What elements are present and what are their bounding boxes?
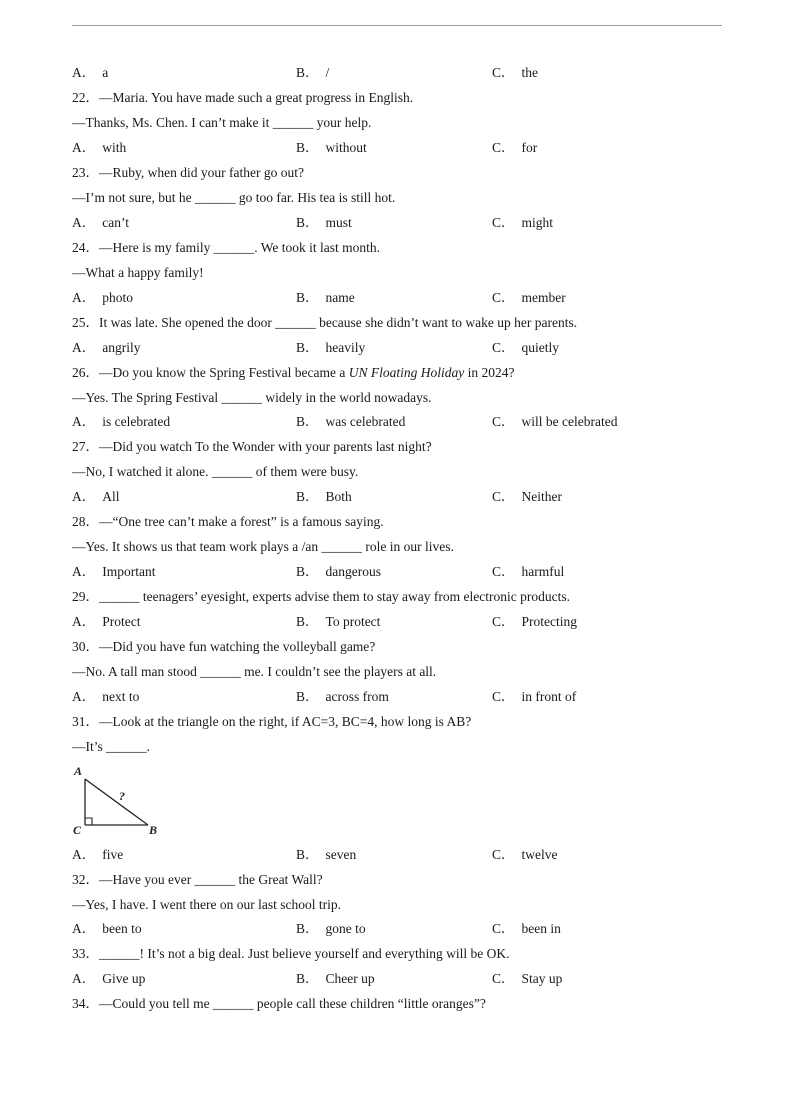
q33-option-b[interactable]: B． Cheer up xyxy=(296,971,375,986)
q28-prompt: 28．—“One tree can’t make a forest” is a famous saying. xyxy=(72,514,384,529)
q23-response: —I’m not sure, but he ______ go too far. His tea is still hot. xyxy=(72,190,396,205)
q26-option-a[interactable]: A． is celebrated xyxy=(72,414,171,429)
q22-response: —Thanks, Ms. Chen. I can’t make it ______ your help. xyxy=(72,115,372,130)
q28-option-c[interactable]: C． harmful xyxy=(492,564,565,579)
q31-option-c[interactable]: C． twelve xyxy=(492,847,558,862)
q32-option-b[interactable]: B． gone to xyxy=(296,921,366,936)
q24-option-c[interactable]: C． member xyxy=(492,290,566,305)
q34-prompt: 34．—Could you tell me ______ people call these children “little oranges”? xyxy=(72,996,486,1011)
q29-option-b[interactable]: B． To protect xyxy=(296,614,381,629)
q30-response: —No. A tall man stood ______ me. I couldn’t see the players at all. xyxy=(72,664,437,679)
header-rule xyxy=(72,25,722,26)
q21-option-c[interactable]: C． the xyxy=(492,65,539,80)
q25-option-a[interactable]: A． angrily xyxy=(72,340,141,355)
q33-option-a[interactable]: A． Give up xyxy=(72,971,146,986)
q28-option-b[interactable]: B． dangerous xyxy=(296,564,381,579)
unknown-side-label: ? xyxy=(119,789,125,803)
q31-option-b[interactable]: B． seven xyxy=(296,847,357,862)
q22-option-a[interactable]: A． with xyxy=(72,140,127,155)
q33-prompt: 33．______! It’s not a big deal. Just believe yourself and everything will be OK. xyxy=(72,946,510,961)
vertex-c-label: C xyxy=(73,823,82,837)
q25-option-b[interactable]: B． heavily xyxy=(296,340,366,355)
q32-option-a[interactable]: A． been to xyxy=(72,921,142,936)
q30-option-a[interactable]: A． next to xyxy=(72,689,140,704)
q26-prompt: 26．—Do you know the Spring Festival became a UN Floating Holiday in 2024? xyxy=(72,365,515,380)
q29-option-a[interactable]: A． Protect xyxy=(72,614,141,629)
q24-response: —What a happy family! xyxy=(72,265,204,280)
q27-option-b[interactable]: B． Both xyxy=(296,489,352,504)
q23-option-b[interactable]: B． must xyxy=(296,215,352,230)
q22-option-b[interactable]: B． without xyxy=(296,140,367,155)
q21-option-b[interactable]: B． / xyxy=(296,65,330,80)
q26-response: —Yes. The Spring Festival ______ widely in the world nowadays. xyxy=(72,390,432,405)
q22-option-c[interactable]: C． for xyxy=(492,140,538,155)
q24-option-a[interactable]: A． photo xyxy=(72,290,134,305)
q23-option-a[interactable]: A． can’t xyxy=(72,215,129,230)
q27-option-c[interactable]: C． Neither xyxy=(492,489,562,504)
q28-option-a[interactable]: A． Important xyxy=(72,564,156,579)
q26-option-b[interactable]: B． was celebrated xyxy=(296,414,406,429)
q32-option-c[interactable]: C． been in xyxy=(492,921,561,936)
right-angle-mark xyxy=(85,818,92,825)
q23-option-c[interactable]: C． might xyxy=(492,215,554,230)
q33-option-c[interactable]: C． Stay up xyxy=(492,971,563,986)
q32-prompt: 32．—Have you ever ______ the Great Wall? xyxy=(72,872,323,887)
q28-response: —Yes. It shows us that team work plays a /an ______ role in our lives. xyxy=(72,539,454,554)
q25-prompt: 25．It was late. She opened the door ______ because she didn’t want to wake up her parents. xyxy=(72,315,578,330)
q30-option-c[interactable]: C． in front of xyxy=(492,689,577,704)
q30-prompt: 30．—Did you have fun watching the volleyball game? xyxy=(72,639,376,654)
q31-option-a[interactable]: A． five xyxy=(72,847,124,862)
q21-option-a[interactable]: A． a xyxy=(72,65,109,80)
q23-prompt: 23．—Ruby, when did your father go out? xyxy=(72,165,304,180)
q30-option-b[interactable]: B． across from xyxy=(296,689,389,704)
q22-prompt: 22．—Maria. You have made such a great progress in English. xyxy=(72,90,414,105)
q24-option-b[interactable]: B． name xyxy=(296,290,355,305)
right-triangle-figure xyxy=(70,762,170,842)
q32-response: —Yes, I have. I went there on our last school trip. xyxy=(72,897,341,912)
q26-option-c[interactable]: C． will be celebrated xyxy=(492,414,618,429)
q29-prompt: 29．______ teenagers’ eyesight, experts advise them to stay away from electronic products. xyxy=(72,589,570,604)
vertex-b-label: B xyxy=(149,823,158,837)
q31-response: —It’s ______. xyxy=(72,739,151,754)
q29-option-c[interactable]: C． Protecting xyxy=(492,614,578,629)
vertex-a-label: A xyxy=(74,764,83,778)
q24-prompt: 24．—Here is my family ______. We took it last month. xyxy=(72,240,381,255)
triangle-side-ab xyxy=(85,779,148,825)
q31-prompt: 31．—Look at the triangle on the right, if AC=3, BC=4, how long is AB? xyxy=(72,714,472,729)
q27-option-a[interactable]: A． All xyxy=(72,489,120,504)
q27-response: —No, I watched it alone. ______ of them were busy. xyxy=(72,464,359,479)
q25-option-c[interactable]: C． quietly xyxy=(492,340,560,355)
q27-prompt: 27．—Did you watch To the Wonder with your parents last night? xyxy=(72,439,432,454)
